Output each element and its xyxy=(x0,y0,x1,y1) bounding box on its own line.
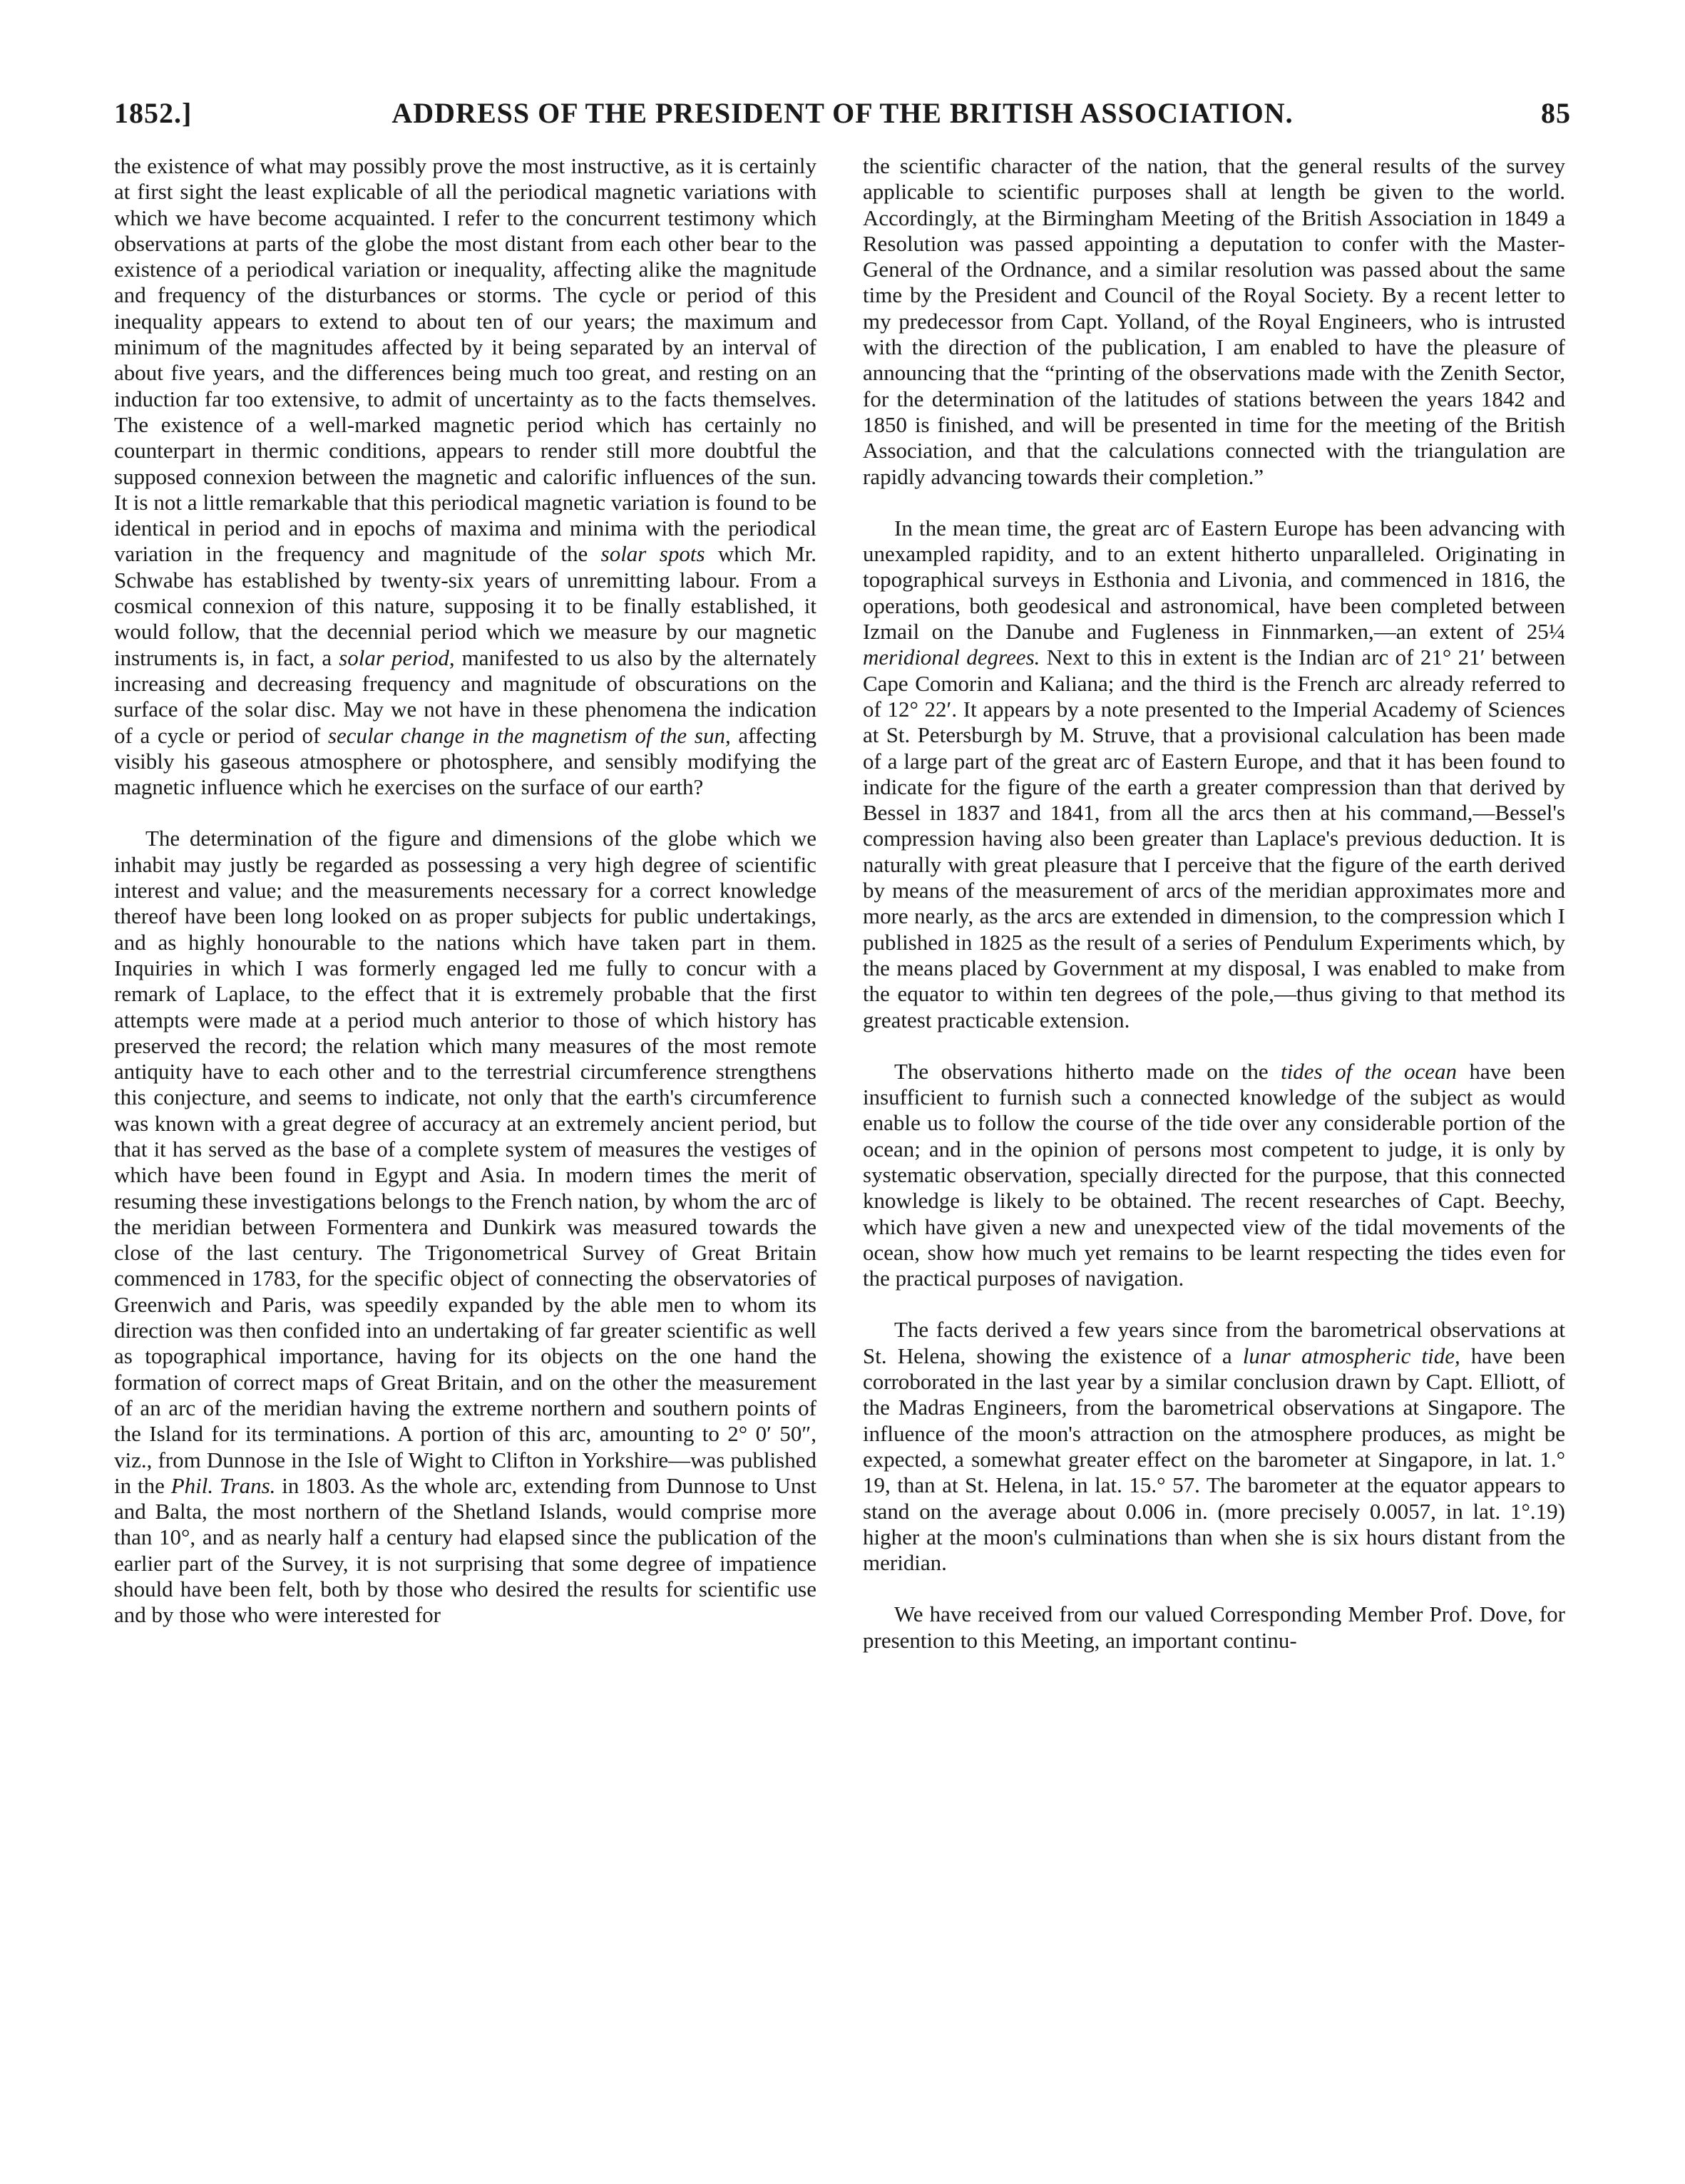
header-title: ADDRESS OF THE PRESIDENT OF THE BRITISH ASSOCIATION. xyxy=(391,97,1294,129)
paragraph-arc-eastern-europe: In the mean time, the great arc of Eastern Europe has been advancing with unexampled rapidity, and to an extent hitherto unparalleled. Originating in topographical surveys in Esthonia and Livonia, and commenced in 1816, the operations, both geodesical and astronomical, have been completed between Izmail on the Danube and Fugleness in Finnmarken,—an extent of 25¼ meridional degrees. Next to this in extent is the Indian arc of 21° 21′ between Cape Comorin and Kaliana; and the third is the French arc already referred to of 12° 22′. It appears by a note presented to the Imperial Academy of Sciences at St. Petersburgh by M. Struve, that a provisional calculation has been made of a large part of the great arc of Eastern Europe, and that it has been found to indicate for the figure of the earth a greater compression than that derived by Bessel in 1837 and 1841, from all the arcs then at his command,—Bessel's compression having also been greater than Laplace's previous deduction. It is naturally with great pleasure that I perceive that the figure of the earth derived by means of the measurement of arcs of the meridian approximates more and more nearly, as the arcs are extended in dimension, to the compression which I published in 1825 as the result of a series of Pendulum Experiments which, by the means placed by Government at my disposal, I was enabled to make from the equator to within ten degrees of the pole,—thus giving to that method its greatest practicable extension. xyxy=(863,515,1565,1032)
left-column xyxy=(114,153,816,1629)
paragraph-lunar-atmospheric-tide: The facts derived a few years since from the barometrical observations at St. Helena, showing the existence of a lunar atmospheric tide, have been corroborated in the last year by a similar conclusion drawn by Capt. Elliott, of the Madras Engineers, from the barometrical observations at Singapore. The influence of the moon's attraction on the atmosphere produces, as might be expected, a somewhat greater effect on the barometer at Singapore, in lat. 1.° 19, than at St. Helena, in lat. 15.° 57. The barometer at the equator appears to stand on the average about 0.006 in. (more precisely 0.0057, in lat. 1°.19) higher at the moon's culminations than when she is six hours distant from the meridian. xyxy=(863,1317,1566,1576)
paragraph-magnetic-period: the existence of what may possibly prove the most instructive, as it is certainly at first sight the least explicable of all the periodical magnetic variations with which we have become acquainted. I refer to the concurrent testimony which observations at parts of the globe the most distant from each other bear to the existence of a periodical variation or inequality, affecting alike the magnitude and frequency of the disturbances or storms. The cycle or period of this inequality appears to extend to about ten of our years; the maximum and minimum of the magnitudes affected by it being separated by an interval of about five years, and the differences being much too great, and resting on an induction far too extensive, to admit of uncertainty as to the facts themselves. The existence of a well-marked magnetic period which has certainly no counterpart in thermic conditions, appears to render still more doubtful the supposed connexion between the magnetic and calorific influences of the sun. It is not a little remarkable that this periodical magnetic variation is found to be identical in period and in epochs of maxima and minima with the periodical variation in the frequency and magnitude of the solar spots which Mr. Schwabe has established by twenty-six years of unremitting labour. From a cosmical connexion of this nature, supposing it to be finally established, it would follow, that the decennial period which we measure by our magnetic instruments is, in fact, a solar period, manifested to us also by the alternately increasing and decreasing frequency and magnitude of obscurations on the surface of the solar disc. May we not have in these phenomena the indication of a cycle or period of secular change in the magnetism of the sun, affecting visibly his gaseous atmosphere or photosphere, and sensibly modifying the magnetic influence which he exercises on the surface of our earth? xyxy=(114,153,817,800)
paragraph-figure-of-globe: The determination of the figure and dimensions of the globe which we inhabit may justly be regarded as possessing a very high degree of scientific interest and value; and the measurements necessary for a correct knowledge thereof have been long looked on as proper subjects for public undertakings, and as highly honourable to the nations which have taken part in them. Inquiries in which I was formerly engaged led me fully to concur with a remark of Laplace, to the effect that it is extremely probable that the first attempts were made at a period much anterior to those of which history has preserved the record; the relation which many measures of the most remote antiquity have to each other and to the terrestrial circumference strengthens this conjecture, and seems to indicate, not only that the earth's circumference was known with a great degree of accuracy at an extremely ancient period, but that it has served as the base of a complete system of measures the vestiges of which have been found in Egypt and Asia. In modern times the merit of resuming these investigations belongs to the French nation, by whom the arc of the meridian between Formentera and Dunkirk was measured towards the close of the last century. The Trigonometrical Survey of Great Britain commenced in 1783, for the specific object of connecting the observatories of Greenwich and Paris, was speedily expanded by the able men to whom its direction was then confided into an undertaking of far greater scientific as well as topographical importance, having for its objects on the one hand the formation of correct maps of Great Britain, and on the other the measurement of an arc of the meridian having the extreme northern and southern points of the Island for its terminations. A portion of this arc, amounting to 2° 0′ 50″, viz., from Dunnose in the Isle of Wight to Clifton in Yorkshire—was published in the Phil. Trans. in 1803. As the whole arc, extending from Dunnose to Unst and Balta, the most northern of the Shetland Islands, would comprise more than 10°, and as nearly half a century had elapsed since the publication of the earlier part of the Survey, it is not surprising that some degree of impatience should have been felt, both by those who desired the results for scientific use and by those who were interested for xyxy=(114,826,816,1628)
header-year: 1852.] xyxy=(114,97,193,129)
running-header xyxy=(114,96,1571,139)
page-number: 85 xyxy=(1541,97,1571,129)
right-column xyxy=(863,153,1565,1654)
paragraph-survey-publication: the scientific character of the nation, that the general results of the survey applicable to scientific purposes shall at length be given to the world. Accordingly, at the Birmingham Meeting of the British Association in 1849 a Resolution was passed appointing a deputation to confer with the Master-General of the Ordnance, and a similar resolution was passed about the same time by the President and Council of the Royal Society. By a recent letter to my predecessor from Capt. Yolland, of the Royal Engineers, who is intrusted with the direction of the publication, I am enabled to have the pleasure of announcing that the “printing of the observations made with the Zenith Sector, for the determination of the latitudes of stations between the years 1842 and 1850 is finished, and will be presented in time for the meeting of the British Association, and that the calculations connected with the triangulation are rapidly advancing towards their completion.” xyxy=(863,153,1565,489)
paragraph-prof-dove: We have received from our valued Corresponding Member Prof. Dove, for presention to this Meeting, an important continu- xyxy=(863,1601,1565,1653)
paragraph-ocean-tides: The observations hitherto made on the tides of the ocean have been insufficient to furnish such a connected knowledge of the subject as would enable us to follow the course of the tide over any considerable portion of the ocean; and in the opinion of persons most competent to judge, it is only by systematic observation, specially directed for the purpose, that this connected knowledge is likely to be obtained. The recent researches of Capt. Beechy, which have given a new and unexpected view of the tidal movements of the ocean, show how much yet remains to be learnt respecting the tides even for the practical purposes of navigation. xyxy=(863,1058,1565,1291)
